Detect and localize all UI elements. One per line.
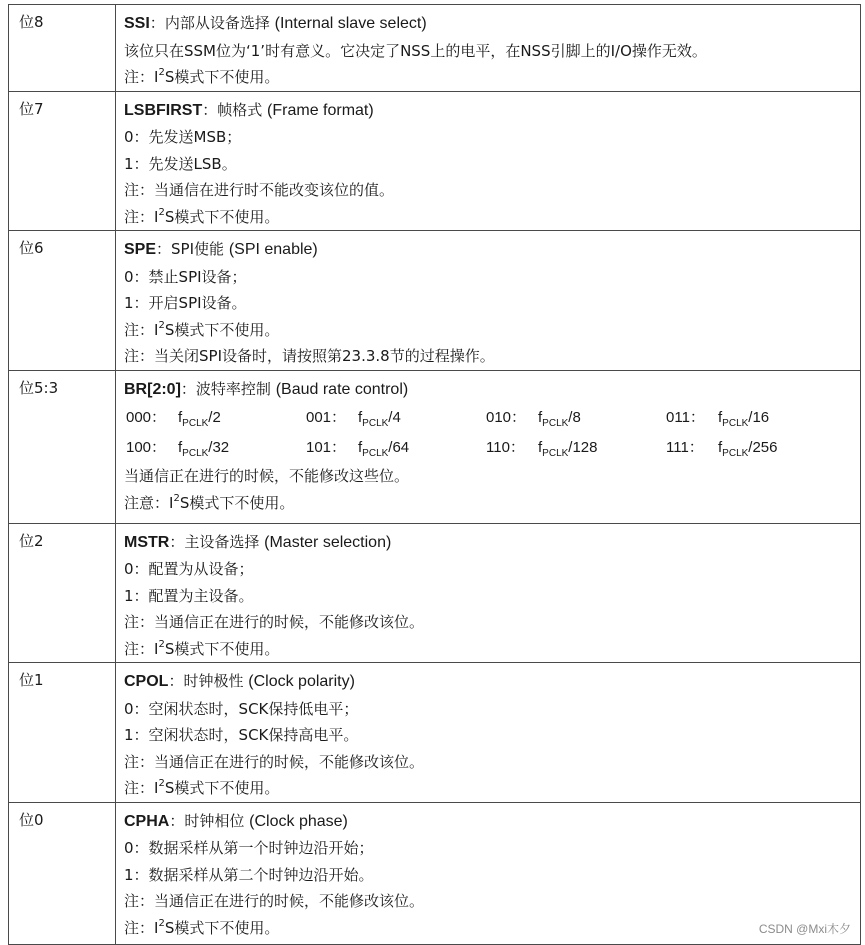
field-name: CPHA (124, 812, 170, 830)
field-title (124, 668, 860, 696)
table-row (9, 370, 861, 523)
description-line: 0：数据采样从第一个时钟边沿开始； (124, 839, 374, 857)
clock-subscript: PCLK (722, 448, 749, 459)
bit-description (116, 91, 861, 231)
baud-rate-code: 001： (306, 409, 347, 426)
description-line: 注：当通信正在进行的时候，不能修改该位。 (124, 752, 425, 771)
clock-divider: /2 (208, 409, 221, 426)
clock-subscript: PCLK (182, 448, 209, 459)
title-separator: ： (169, 532, 185, 551)
title-separator: ： (168, 672, 184, 690)
field-name: LSBFIRST (124, 101, 203, 119)
superscript-2: 2 (158, 638, 165, 650)
clock-divider: /64 (388, 439, 410, 456)
bit-position: 位5:3 (9, 370, 116, 523)
baud-rate-code: 000： (126, 409, 167, 426)
description-line: 0：空闲状态时，SCK保持低电平； (124, 699, 359, 718)
field-name: SPE (124, 241, 157, 258)
description-line: 该位只在SSM位为‘1’时有意义。它决定了NSS上的电平，在NSS引脚上的I/O操作无效。 (124, 41, 707, 60)
title-separator: ： (156, 240, 172, 258)
field-title-en: (SPI enable) (228, 241, 318, 258)
baud-rate-code: 010： (486, 409, 527, 426)
baud-rate-option (126, 403, 306, 433)
note-suffix: S模式下不使用。 (164, 207, 280, 226)
table-row (9, 5, 861, 92)
bit-position: 位1 (9, 663, 116, 803)
note-suffix: S模式下不使用。 (164, 779, 280, 797)
superscript-2: 2 (158, 319, 165, 331)
field-title-cn: 波特率控制 (195, 379, 271, 398)
note-prefix: 注：I (124, 68, 159, 86)
baud-rate-option (666, 403, 846, 433)
field-title-cn: 时钟相位 (184, 811, 245, 830)
field-title-en: (Frame format) (267, 101, 374, 119)
description-line: 1：数据采样从第二个时钟边沿开始。 (124, 865, 374, 884)
note-suffix: S模式下不使用。 (164, 918, 280, 937)
field-title (124, 808, 860, 836)
baud-rate-option (306, 433, 486, 463)
i2s-note (124, 317, 860, 344)
clock-subscript: PCLK (182, 418, 209, 429)
clock-subscript: PCLK (362, 418, 389, 429)
i2s-note (124, 204, 860, 231)
clock-symbol: f (718, 409, 723, 426)
baud-rate-code: 011： (666, 409, 705, 426)
field-name: BR[2:0] (124, 380, 181, 398)
clock-divider: /4 (388, 409, 401, 426)
field-title (124, 376, 860, 404)
field-name: MSTR (124, 533, 170, 551)
field-title (124, 529, 860, 557)
bit-description-table (8, 4, 861, 945)
baud-rate-code: 101： (306, 439, 347, 456)
clock-subscript: PCLK (722, 418, 749, 429)
note-prefix: 注：I (124, 779, 159, 797)
field-title-cn: 时钟极性 (183, 672, 244, 690)
note-suffix: S模式下不使用。 (164, 68, 280, 86)
bit-description (116, 802, 861, 944)
i2s-note (124, 915, 860, 942)
bit-position: 位8 (9, 5, 116, 92)
clock-subscript: PCLK (542, 448, 569, 459)
field-title-en: (Clock polarity) (248, 673, 355, 690)
description-line: 当通信正在进行的时候，不能修改这些位。 (124, 467, 410, 485)
clock-symbol: f (358, 439, 363, 456)
note-prefix: 注：I (124, 207, 159, 226)
clock-divider: /32 (208, 439, 230, 456)
description-line: 1：先发送LSB。 (124, 154, 237, 173)
field-title (124, 10, 860, 38)
i2s-note (124, 490, 860, 517)
description-line: 0：先发送MSB； (124, 128, 242, 146)
description-line: 1：空闲状态时，SCK保持高电平。 (124, 726, 359, 744)
clock-symbol: f (538, 409, 543, 426)
field-title-cn: SPI使能 (171, 240, 225, 258)
note-prefix: 注：I (124, 918, 159, 937)
superscript-2: 2 (158, 206, 165, 218)
field-title-en: (Clock phase) (249, 812, 348, 830)
table-row (9, 802, 861, 944)
field-title-cn: 内部从设备选择 (164, 14, 270, 32)
field-title-cn: 帧格式 (217, 100, 263, 119)
field-name: CPOL (124, 673, 169, 690)
table-row (9, 231, 861, 371)
baud-rate-option (126, 433, 306, 463)
clock-subscript: PCLK (542, 418, 569, 429)
title-separator: ： (149, 14, 165, 32)
baud-rate-code: 100： (126, 439, 167, 456)
clock-divider: /256 (748, 439, 778, 456)
clock-symbol: f (718, 439, 723, 456)
table-body (9, 5, 861, 945)
description-line: 0：禁止SPI设备； (124, 267, 247, 286)
clock-symbol: f (178, 409, 183, 426)
bit-description (116, 231, 861, 371)
field-title-en: (Master selection) (264, 533, 392, 551)
clock-symbol: f (178, 439, 183, 456)
register-description-document (8, 4, 861, 945)
description-line: 注：当通信在进行时不能改变该位的值。 (124, 181, 395, 199)
i2s-note (124, 636, 860, 663)
i2s-note (124, 64, 860, 91)
note-suffix: S模式下不使用。 (164, 639, 280, 658)
description-line: 1：开启SPI设备。 (124, 294, 247, 312)
description-line: 注：当通信正在进行的时候，不能修改该位。 (124, 892, 425, 910)
field-title-cn: 主设备选择 (184, 532, 260, 551)
superscript-2: 2 (158, 67, 165, 78)
field-title (124, 236, 860, 264)
bit-position: 位6 (9, 231, 116, 371)
bit-description (116, 5, 861, 92)
bit-position: 位0 (9, 802, 116, 944)
bit-position: 位7 (9, 91, 116, 231)
superscript-2: 2 (173, 492, 180, 504)
baud-rate-option (306, 403, 486, 433)
note-suffix: S模式下不使用。 (179, 493, 295, 512)
title-separator: ： (202, 100, 218, 119)
field-title-en: (Baud rate control) (275, 380, 409, 398)
baud-rate-grid (126, 403, 860, 463)
clock-divider: /16 (748, 409, 770, 426)
clock-divider: /128 (568, 439, 598, 456)
superscript-2: 2 (158, 917, 165, 929)
note-prefix: 注意：I (124, 493, 174, 512)
note-suffix: S模式下不使用。 (164, 320, 280, 339)
table-row (9, 523, 861, 663)
baud-rate-option (486, 433, 666, 463)
description-line: 1：配置为主设备。 (124, 586, 254, 605)
clock-symbol: f (358, 409, 363, 426)
bit-position: 位2 (9, 523, 116, 663)
baud-rate-option (486, 403, 666, 433)
note-prefix: 注：I (124, 320, 159, 339)
field-title (124, 97, 860, 125)
bit-description (116, 370, 861, 523)
baud-rate-code: 110： (486, 439, 525, 456)
table-row (9, 663, 861, 803)
clock-subscript: PCLK (362, 448, 389, 459)
bit-description (116, 523, 861, 663)
superscript-2: 2 (158, 778, 165, 789)
description-line: 注：当关闭SPI设备时，请按照第23.3.8节的过程操作。 (124, 347, 495, 365)
baud-rate-code: 111： (666, 439, 704, 456)
clock-divider: /8 (568, 409, 581, 426)
watermark: CSDN @Mxi木夕 (758, 922, 851, 936)
table-row (9, 91, 861, 231)
title-separator: ： (180, 379, 196, 398)
i2s-note (124, 775, 860, 802)
clock-symbol: f (538, 439, 543, 456)
bit-description (116, 663, 861, 803)
description-line: 0：配置为从设备； (124, 560, 254, 578)
field-title-en: (Internal slave select) (274, 15, 427, 32)
note-prefix: 注：I (124, 639, 159, 658)
baud-rate-option (666, 433, 846, 463)
title-separator: ： (169, 811, 185, 830)
field-name: SSI (124, 15, 150, 32)
description-line: 注：当通信正在进行的时候，不能修改该位。 (124, 613, 425, 631)
